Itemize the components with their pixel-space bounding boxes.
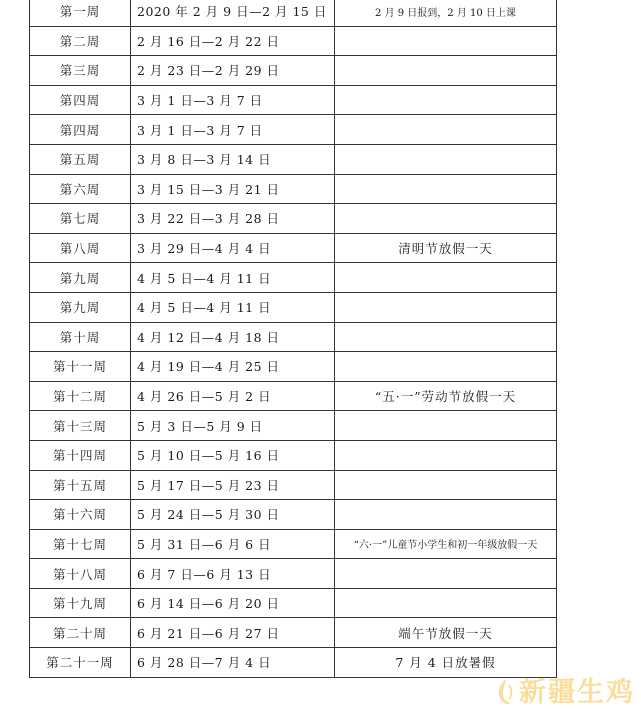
table-row: [30, 381, 557, 411]
table-row: [30, 500, 557, 530]
date-range-cell: 5 月 31 日—6 月 6 日: [131, 529, 335, 559]
week-cell: 第四周: [30, 85, 131, 115]
table-row: [30, 263, 557, 293]
note-cell: [335, 440, 557, 470]
note-cell: [335, 56, 557, 86]
table-row: [30, 529, 557, 559]
table-row: [30, 0, 557, 26]
week-cell: 第十四周: [30, 440, 131, 470]
date-range-cell: 6 月 28 日—7 月 4 日: [131, 648, 335, 678]
note-cell: [335, 500, 557, 530]
date-range-cell: 6 月 14 日—6 月 20 日: [131, 588, 335, 618]
table-row: [30, 352, 557, 382]
note-cell: “六·一”儿童节小学生和初一年级放假一天: [335, 529, 557, 559]
note-cell: [335, 26, 557, 56]
date-range-cell: 6 月 7 日—6 月 13 日: [131, 559, 335, 589]
date-range-cell: 3 月 1 日—3 月 7 日: [131, 85, 335, 115]
week-cell: 第十六周: [30, 500, 131, 530]
date-range-cell: 5 月 3 日—5 月 9 日: [131, 411, 335, 441]
week-cell: 第三周: [30, 56, 131, 86]
note-cell: [335, 204, 557, 234]
date-range-cell: 2020 年 2 月 9 日—2 月 15 日: [131, 0, 335, 26]
note-cell: 端午节放假一天: [335, 618, 557, 648]
date-range-cell: 4 月 12 日—4 月 18 日: [131, 322, 335, 352]
note-cell: [335, 411, 557, 441]
date-range-cell: 3 月 8 日—3 月 14 日: [131, 144, 335, 174]
date-range-cell: 5 月 10 日—5 月 16 日: [131, 440, 335, 470]
week-cell: 第二周: [30, 26, 131, 56]
note-cell: [335, 263, 557, 293]
table-row: [30, 588, 557, 618]
date-range-cell: 3 月 22 日—3 月 28 日: [131, 204, 335, 234]
table-row: [30, 56, 557, 86]
date-range-cell: 2 月 23 日—2 月 29 日: [131, 56, 335, 86]
note-cell: [335, 588, 557, 618]
note-cell: 7 月 4 日放暑假: [335, 648, 557, 678]
week-cell: 第五周: [30, 144, 131, 174]
week-cell: 第十周: [30, 322, 131, 352]
week-cell: 第十八周: [30, 559, 131, 589]
week-cell: 第十三周: [30, 411, 131, 441]
note-cell: 清明节放假一天: [335, 233, 557, 263]
week-cell: 第四周: [30, 115, 131, 145]
date-range-cell: 4 月 5 日—4 月 11 日: [131, 263, 335, 293]
date-range-cell: 4 月 19 日—4 月 25 日: [131, 352, 335, 382]
note-cell: [335, 352, 557, 382]
note-cell: [335, 322, 557, 352]
watermark-text: 新疆生鸡: [519, 676, 635, 708]
date-range-cell: 2 月 16 日—2 月 22 日: [131, 26, 335, 56]
table-row: [30, 292, 557, 322]
table-body: [30, 0, 557, 677]
week-cell: 第一周: [30, 0, 131, 26]
table-row: [30, 322, 557, 352]
note-cell: [335, 470, 557, 500]
table-row: [30, 618, 557, 648]
note-cell: [335, 144, 557, 174]
table-row: [30, 85, 557, 115]
table-row: [30, 144, 557, 174]
table-row: [30, 559, 557, 589]
note-cell: [335, 174, 557, 204]
week-cell: 第十一周: [30, 352, 131, 382]
table-row: [30, 440, 557, 470]
note-cell: “五·一”劳动节放假一天: [335, 381, 557, 411]
table-row: [30, 470, 557, 500]
week-cell: 第二十一周: [30, 648, 131, 678]
week-cell: 第九周: [30, 263, 131, 293]
note-cell: [335, 115, 557, 145]
note-cell: [335, 559, 557, 589]
watermark: [493, 675, 635, 709]
date-range-cell: 6 月 21 日—6 月 27 日: [131, 618, 335, 648]
date-range-cell: 3 月 29 日—4 月 4 日: [131, 233, 335, 263]
table-row: [30, 411, 557, 441]
week-cell: 第七周: [30, 204, 131, 234]
date-range-cell: 5 月 24 日—5 月 30 日: [131, 500, 335, 530]
week-cell: 第十五周: [30, 470, 131, 500]
table-row: [30, 26, 557, 56]
week-cell: 第十二周: [30, 381, 131, 411]
week-cell: 第八周: [30, 233, 131, 263]
table-row: [30, 115, 557, 145]
week-cell: 第十九周: [30, 588, 131, 618]
week-cell: 第二十周: [30, 618, 131, 648]
week-cell: 第六周: [30, 174, 131, 204]
logo-icon: [493, 677, 515, 707]
school-calendar-table: [29, 0, 557, 678]
note-cell: [335, 292, 557, 322]
note-cell: 2 月 9 日报到，2 月 10 日上课: [335, 0, 557, 26]
table-row: [30, 174, 557, 204]
table-row: [30, 648, 557, 678]
table-row: [30, 233, 557, 263]
week-cell: 第九周: [30, 292, 131, 322]
date-range-cell: 4 月 26 日—5 月 2 日: [131, 381, 335, 411]
date-range-cell: 5 月 17 日—5 月 23 日: [131, 470, 335, 500]
date-range-cell: 3 月 1 日—3 月 7 日: [131, 115, 335, 145]
date-range-cell: 3 月 15 日—3 月 21 日: [131, 174, 335, 204]
date-range-cell: 4 月 5 日—4 月 11 日: [131, 292, 335, 322]
note-cell: [335, 85, 557, 115]
week-cell: 第十七周: [30, 529, 131, 559]
table-row: [30, 204, 557, 234]
